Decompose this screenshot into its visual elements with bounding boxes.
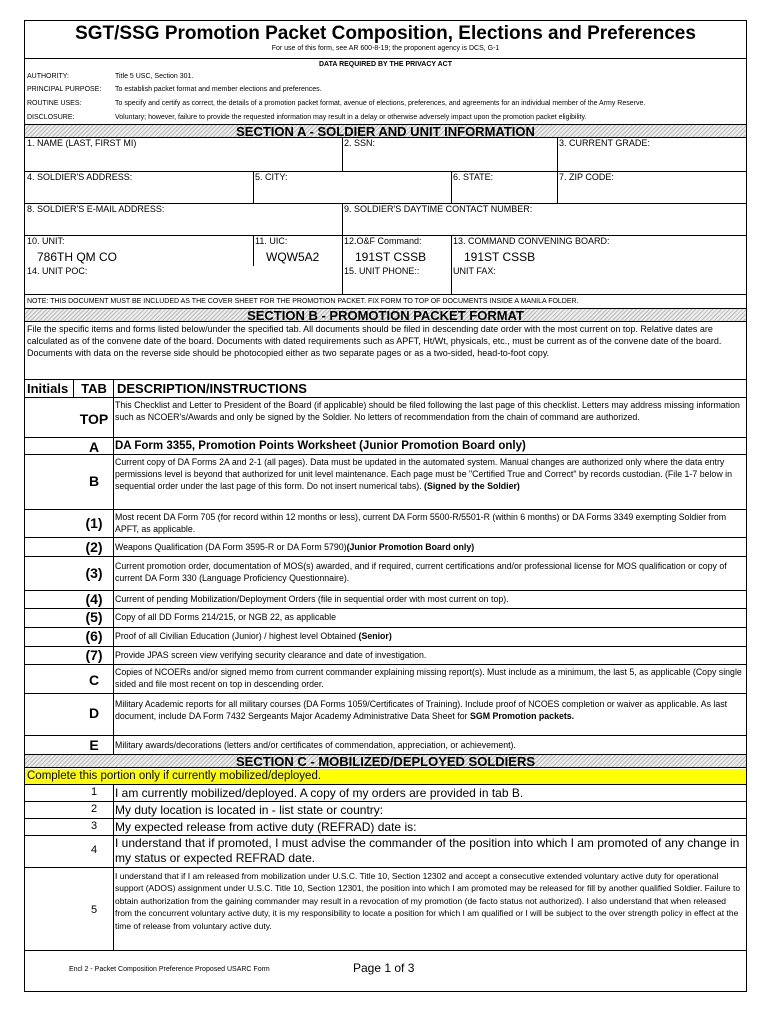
privacy-heading: DATA REQUIRED BY THE PRIVACY ACT xyxy=(318,61,452,68)
divider xyxy=(253,171,254,203)
c-row-1-num: 1 xyxy=(90,786,98,798)
col-tab-header: TAB xyxy=(81,381,107,396)
email-field[interactable]: 8. SOLDIER'S E-MAIL ADDRESS: xyxy=(27,204,165,214)
state-field[interactable]: 6. STATE: xyxy=(453,172,494,182)
row-b-bold: (Signed by the Soldier) xyxy=(424,481,520,491)
tab-c: C xyxy=(88,672,100,688)
convening-board-field[interactable]: 13. COMMAND CONVENING BOARD: xyxy=(453,236,610,246)
divider xyxy=(557,171,558,203)
row-6-bold: (Senior) xyxy=(358,631,392,641)
row-b-text: Current copy of DA Forms 2A and 2-1 (all pages). Data must be updated in the automated system. Manual changes are authorized only where the data entry permissions level is beyond that authorized for unit level maintenance. Each page must be "Certified True and Correct" by records custodian. (File 1-7 below in sequential order under the last page of this form. Do not insert numerical tabs). xyxy=(115,457,732,491)
divider xyxy=(451,171,452,203)
divider xyxy=(73,379,74,398)
row-1-desc: Most recent DA Form 705 (for record within 12 months or less), current DA Form 5500-R/5501-R (within 6 months) or DA Forms 3349 exempting Soldier from APFT, as applicable. xyxy=(115,512,727,534)
section-b-intro: File the specific items and forms listed below/under the specified tab. All documents should be filed in descending date order with the most current on top. Relative dates are calculated as of the convene date of the board. Documents with dated requirements such as APFT, Ht/Wt, physicals, etc., must be current as of the convene date of the board. Documents with data on the reverse side should be photocopied either as two separate pages or as a two-sided, head-to-foot copy. xyxy=(27,324,722,358)
unit-value: 786TH QM CO xyxy=(37,250,118,264)
privacy-label-disclosure: DISCLOSURE: xyxy=(27,114,75,121)
row-2-text: Weapons Qualification (DA Form 3595-R or DA Form 5790) xyxy=(115,542,347,552)
form-page xyxy=(24,20,747,992)
row-2-desc xyxy=(115,541,745,553)
c-row-2-num: 2 xyxy=(90,803,98,815)
row-a-desc: DA Form 3355, Promotion Points Worksheet (Junior Promotion Board only) xyxy=(115,440,526,452)
section-a-note: NOTE: THIS DOCUMENT MUST BE INCLUDED AS THE COVER SHEET FOR THE PROMOTION PACKET. FIX FORM TO TOP OF DOCUMENTS INSIDE A MANILA FOLDER. xyxy=(27,298,579,305)
privacy-text-disclosure: Voluntary; however, failure to provide the requested information may result in a delay or otherwise adversely impact upon the promotion packet eligibility. xyxy=(115,114,587,121)
divider xyxy=(113,379,114,755)
page-number: Page 1 of 3 xyxy=(353,961,415,975)
divider xyxy=(25,784,746,785)
c-row-1-text: I am currently mobilized/deployed. A copy of my orders are provided in tab B. xyxy=(115,786,524,800)
uic-field[interactable]: 11. UIC: xyxy=(255,236,288,246)
row-4-desc: Current of pending Mobilization/Deployment Orders (file in sequential order with most current on top). xyxy=(115,594,509,604)
privacy-text-authority: Title 5 USC, Section 301. xyxy=(115,73,194,80)
row-3-desc: Current promotion order, documentation of MOS(s) awarded, and if required, current certifications and/or professional license for MOS qualification or copy of current DA Form 330 (Language Proficiency Questionnaire). xyxy=(115,561,727,583)
row-e-desc: Military awards/decorations (letters and/or certificates of commendation, appreciation, or achievement). xyxy=(115,740,516,750)
divider xyxy=(25,693,746,694)
form-id: Encl 2 - Packet Composition Preference Proposed USARC Form xyxy=(69,966,270,973)
convening-board-value: 191ST CSSB xyxy=(464,250,536,264)
divider xyxy=(253,235,254,266)
divider xyxy=(25,437,746,438)
divider xyxy=(25,58,746,59)
c-row-2-text: My duty location is located in - list state or country: xyxy=(115,803,384,817)
tab-d: D xyxy=(88,705,100,721)
divider xyxy=(25,537,746,538)
uic-value: WQW5A2 xyxy=(266,250,320,264)
divider xyxy=(25,818,746,819)
divider xyxy=(25,556,746,557)
c-row-4-num: 4 xyxy=(90,844,98,856)
form-title: SGT/SSG Promotion Packet Composition, Elections and Preferences xyxy=(75,23,696,44)
row-5-desc: Copy of all DD Forms 214/215, or NGB 22, as applicable xyxy=(115,612,337,622)
ssn-field[interactable]: 2. SSN: xyxy=(344,138,376,148)
divider xyxy=(342,203,343,235)
tab-3: (3) xyxy=(85,565,103,581)
phone-field[interactable]: 9. SOLDIER'S DAYTIME CONTACT NUMBER: xyxy=(344,204,533,214)
divider xyxy=(25,590,746,591)
tab-top: TOP xyxy=(79,411,109,427)
privacy-text-purpose: To establish packet format and member elections and preferences. xyxy=(115,86,322,93)
address-field[interactable]: 4. SOLDIER'S ADDRESS: xyxy=(27,172,133,182)
row-d-text: Military Academic reports for all military courses (DA Forms 1059/Certificates of Training). Include proof of NCOES completion or waiver as applicable. As last document, include DA Form 7432 Sergeants Major Academy Administrative Data Sheet for xyxy=(115,699,728,721)
divider xyxy=(25,664,746,665)
tab-7: (7) xyxy=(85,647,103,663)
unit-poc-field[interactable]: 14. UNIT POC: xyxy=(27,266,88,276)
of-command-field[interactable]: 12.O&F Command: xyxy=(344,236,422,246)
divider xyxy=(25,608,746,609)
divider xyxy=(557,138,558,171)
divider xyxy=(25,950,746,951)
divider xyxy=(25,735,746,736)
row-top-desc: This Checklist and Letter to President of the Board (if applicable) should be filed following the last page of this checklist. Letters may address missing information such as NCOER's/Awards and only be signed by the Soldier. No letters of recommendation from the chain of command are authorized. xyxy=(115,400,740,422)
c-row-5-text: I understand that if I am released from mobilization under U.S.C. Title 10, Section 12302 and accept a consecutive extended voluntary active duty for operational support (ADOS) assignment under U.S.C. Title 10, Section 12301, the position into which I am promoted may be released for fill by another qualified Soldier. Failure to obtain authorization from the gaining commander may result in a revocation of my promotion (de facto status not authorized). I also understand that when released from the concurrent voluntary active duty, it is my responsibility to locate a position for which I am qualified or I will be subject to the over strength policy in effect at the time of release from voluntary active duty. xyxy=(115,871,741,931)
divider xyxy=(25,454,746,455)
row-6-text: Proof of all Civilian Education (Junior) / highest level Obtained xyxy=(115,631,359,641)
divider xyxy=(25,627,746,628)
divider xyxy=(25,294,746,295)
section-b-heading: SECTION B - PROMOTION PACKET FORMAT xyxy=(25,308,746,322)
section-a-heading: SECTION A - SOLDIER AND UNIT INFORMATION xyxy=(25,124,746,138)
divider xyxy=(25,397,746,398)
privacy-label-routine: ROUTINE USES: xyxy=(27,100,82,107)
row-d-desc xyxy=(115,698,745,722)
grade-field[interactable]: 3. CURRENT GRADE: xyxy=(559,138,650,148)
row-7-desc: Provide JPAS screen view verifying security clearance and date of investigation. xyxy=(115,650,427,660)
tab-b: B xyxy=(88,473,100,489)
divider xyxy=(25,379,746,380)
privacy-label-authority: AUTHORITY: xyxy=(27,73,70,80)
c-row-3-text: My expected release from active duty (REFRAD) date is: xyxy=(115,820,417,834)
c-row-3-num: 3 xyxy=(90,820,98,832)
tab-e: E xyxy=(89,737,99,753)
tab-5: (5) xyxy=(85,609,103,625)
col-initials-header: Initials xyxy=(27,381,69,396)
divider xyxy=(342,138,343,171)
unit-field[interactable]: 10. UNIT: xyxy=(27,236,65,246)
row-b-desc xyxy=(115,456,745,492)
tab-1: (1) xyxy=(85,515,103,531)
row-d-bold: SGM Promotion packets. xyxy=(470,711,575,721)
divider xyxy=(25,646,746,647)
unit-fax-field[interactable]: UNIT FAX: xyxy=(453,266,496,276)
divider xyxy=(25,801,746,802)
tab-6: (6) xyxy=(85,628,103,644)
c-row-5-num: 5 xyxy=(90,904,98,916)
privacy-label-purpose: PRINCIPAL PURPOSE: xyxy=(27,86,102,93)
col-desc-header: DESCRIPTION/INSTRUCTIONS xyxy=(117,381,307,396)
row-6-desc xyxy=(115,630,745,642)
tab-4: (4) xyxy=(85,591,103,607)
tab-a: A xyxy=(88,439,100,455)
row-c-desc: Copies of NCOERs and/or signed memo from current commander explaining missing report(s). Must include as a minimum, the last 5, as applicable (Copy single sided and file most recent on top in descending order. xyxy=(115,667,742,689)
city-field[interactable]: 5. CITY: xyxy=(255,172,288,182)
zip-field[interactable]: 7. ZIP CODE: xyxy=(559,172,614,182)
section-c-heading: SECTION C - MOBILIZED/DEPLOYED SOLDIERS xyxy=(25,754,746,768)
tab-2: (2) xyxy=(85,539,103,555)
row-2-bold: (Junior Promotion Board only) xyxy=(346,542,475,552)
mobilized-banner: Complete this portion only if currently mobilized/deployed. xyxy=(25,769,746,784)
of-command-value: 191ST CSSB xyxy=(355,250,427,264)
unit-phone-field[interactable]: 15. UNIT PHONE:: xyxy=(344,266,420,276)
c-row-4-text: I understand that if promoted, I must advise the commander of the position into which I am promoted of any change in my status or expected REFRAD date. xyxy=(115,836,740,865)
privacy-text-routine: To specify and certify as correct, the details of a promotion packet format, avenue of elections, preferences, and agreements for an individual member of the Army Reserve. xyxy=(115,100,646,107)
form-subtitle: For use of this form, see AR 600-8-19; the proponent agency is DCS, G-1 xyxy=(271,45,500,52)
name-field[interactable]: 1. NAME (LAST, FIRST MI) xyxy=(27,138,137,148)
divider xyxy=(25,867,746,868)
divider xyxy=(25,509,746,510)
